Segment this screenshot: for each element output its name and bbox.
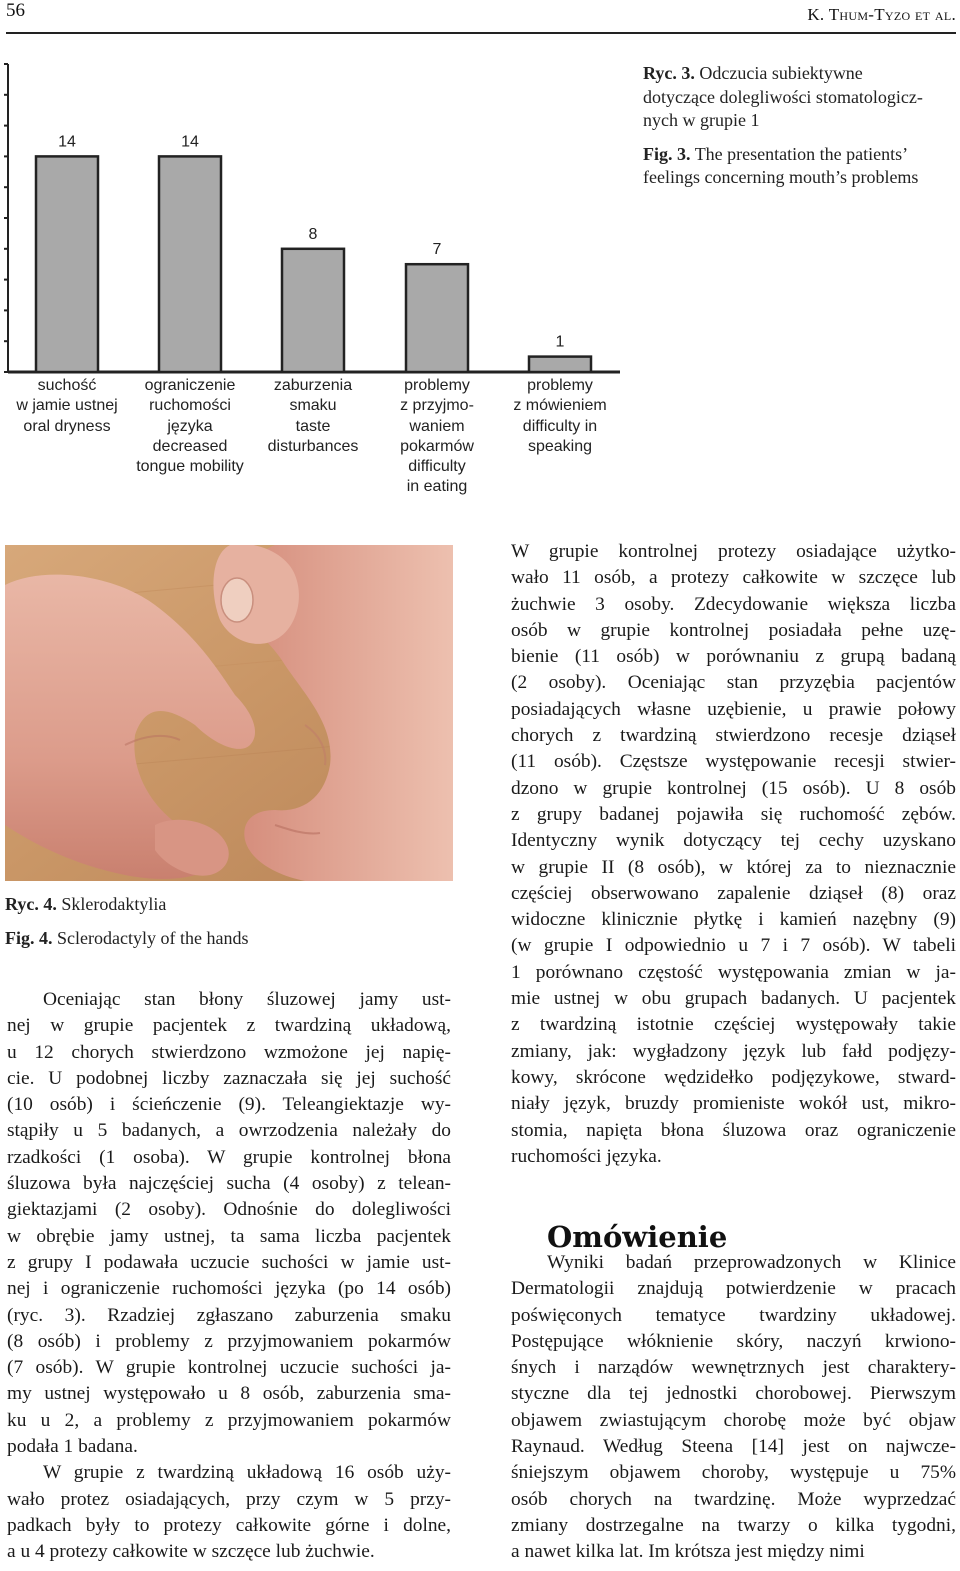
text-line: osób w grupie kontrolnej posiadała pełne uzę-	[511, 619, 956, 641]
text-line: u 12 chorych stwierdzono wzmożone jej napię-	[7, 1041, 451, 1063]
category-label-line: zaburzenia	[273, 377, 353, 394]
text-line: objawem zwiastującym chorobę może być objaw	[511, 1409, 956, 1431]
text-line: wało 11 osób, a protezy całkowite w szczęce lub	[511, 567, 956, 589]
text-line: zmiany dostrzegalne na twarzy o kilka tygodni,	[511, 1514, 956, 1536]
figure-4-photo	[5, 545, 453, 881]
category-label-line: oral dryness	[23, 417, 111, 435]
figure-3-caption-pl-line-1: dotyczące dolegliwości stomatologicz-	[643, 86, 923, 107]
category-label-line: z mówieniem	[513, 397, 607, 415]
header-rule	[6, 32, 956, 34]
category-label-line: difficulty	[408, 458, 466, 476]
figure-3-chart	[0, 60, 640, 520]
figure-3-caption-en-line-1: feelings concerning mouth’s problems	[643, 167, 919, 187]
figure-3-label-en: Fig. 3.	[643, 143, 691, 164]
text-line: bienie (11 osób) w porównaniu z grupą badaną	[511, 646, 956, 668]
text-line: cie. U podobnej liczby zaznaczała się jej suchość	[7, 1067, 451, 1089]
category-label-line: pokarmów	[400, 437, 474, 455]
category-label-line: problemy	[527, 377, 593, 394]
text-line: nej w grupie pacjentek z twardziną układową,	[7, 1015, 451, 1037]
figure-3-label-pl: Ryc. 3.	[643, 63, 695, 83]
text-line: Wyniki badań przeprowadzonych w Klinice	[547, 1252, 956, 1273]
bar-0	[36, 156, 98, 372]
figure-4-caption-en-text: Sclerodactyly of the hands	[57, 927, 249, 948]
data-label-1: 14	[181, 133, 199, 151]
text-line: śluzowa była najczęściej sucha (4 osoby) z telean-	[7, 1173, 451, 1195]
text-line: widoczne klinicznie płytkę i kamień nazębny (9)	[511, 909, 956, 931]
figure-4-label-pl: Ryc. 4.	[5, 894, 57, 914]
text-line: wało protez osiadających, przy czym w 5 przy-	[7, 1488, 451, 1510]
category-label-line: ruchomości	[149, 397, 231, 415]
text-line: W grupie z twardziną układową 16 osób uży-	[43, 1462, 451, 1484]
text-line: śnych i narządów wewnętrznych jest charaktery-	[511, 1357, 956, 1379]
text-line: niały język, bruzdy promieniste wokół ust, mikro-	[511, 1093, 956, 1115]
text-line: ku u 2, a problemy z przyjmowaniem pokarmów	[7, 1409, 451, 1431]
data-label-0: 14	[58, 133, 76, 151]
category-label-4	[498, 376, 622, 457]
right-paragraph-1	[511, 539, 956, 1170]
text-line: żuchwie 3 osoby. Zdecydowanie większa liczba	[511, 593, 956, 615]
text-line: (8 osób) i problemy z przyjmowaniem pokarmów	[7, 1330, 451, 1352]
text-line: z grupy badanej pojawiła się ruchomość zębów.	[511, 803, 956, 825]
category-label-line: w jamie ustnej	[16, 397, 118, 415]
text-line: rzadkości (1 osoba). W grupie kontrolnej błona	[7, 1146, 451, 1168]
text-line: styczne dla tej jednostki chorobowej. Pierwszym	[511, 1383, 956, 1405]
text-line: W grupie kontrolnej protezy osiadające użytko-	[511, 541, 956, 562]
text-line: Dermatologii znajdują potwierdzenie w pracach	[511, 1278, 956, 1300]
text-line: osób chorych na twardzinę. Może wyprzedzać	[511, 1488, 956, 1510]
bar-chart-svg	[0, 60, 640, 380]
text-line: śniejszym objawem choroby, występuje u 75%	[511, 1462, 956, 1484]
bar-2	[282, 249, 344, 372]
right-column-text-2	[511, 1250, 956, 1566]
text-line: Identyczny wynik dotyczący tej cechy uzyskano	[511, 830, 956, 852]
category-label-line: in eating	[406, 478, 468, 496]
bar-4	[529, 357, 591, 372]
text-line: (11 osób). Częstsze występowanie recesji stwier-	[511, 751, 956, 773]
figure-4-label-en: Fig. 4.	[5, 927, 53, 948]
category-label-line: z przyjmo-	[400, 397, 474, 415]
text-line: (2 osoby). Oceniając stan przyzębia pacjentów	[511, 672, 956, 694]
category-label-1	[128, 376, 252, 477]
sclerodactyly-hands-image	[5, 545, 453, 881]
text-line: zmiany, jak: wygładzony język lub fałd podjęzy-	[511, 1040, 956, 1062]
text-line: padkach były to protezy całkowite górne i dolne,	[7, 1514, 451, 1536]
text-line: (10 osób) i ścieńczenie (9). Teleangiektazje wy-	[7, 1094, 451, 1116]
page-number: 56	[6, 0, 25, 21]
text-line: (7 osób). W grupie kontrolnej uczucie suchości ja-	[7, 1357, 451, 1379]
running-title: K. Thum-Tyzo et al.	[807, 5, 956, 24]
text-line: giektazjami (2 osoby). Odnośnie do dolegliwości	[7, 1199, 451, 1221]
text-line: (w grupie I odpowiednio u 7 i 7 osób). W tabeli	[511, 935, 956, 957]
text-line: (ryc. 3). Rzadziej zgłaszano zaburzenia smaku	[7, 1304, 451, 1326]
section-heading: Omówienie	[547, 1220, 728, 1255]
category-label-0	[5, 376, 129, 437]
text-line: w obrębie jamy ustnej, ta sama liczba pacjentek	[7, 1225, 451, 1247]
text-line: stomia, napięta błona śluzowa oraz ograniczenie	[511, 1119, 956, 1141]
figure-3-caption-pl-line-2: nych w grupie 1	[643, 110, 760, 130]
category-label-line: ograniczenie	[144, 377, 236, 394]
category-label-3	[375, 376, 499, 498]
right-column-text	[511, 539, 956, 1170]
text-line: kowy, skrócone wędzidełko podjęzykowe, stward-	[511, 1066, 956, 1088]
text-line: chorych z twardziną stwierdzono recesje dziąseł	[511, 725, 956, 747]
text-line: w grupie II (8 osób), w której za to nieznacznie	[511, 856, 956, 878]
figure-3-caption-en-line-0: The presentation the patients’	[694, 143, 909, 164]
category-label-line: smaku	[289, 397, 337, 415]
text-line: my ustnej występowało u 8 osób, zaburzenia sma-	[7, 1383, 451, 1405]
text-line: ruchomości języka.	[511, 1145, 662, 1167]
figure-4-caption	[5, 893, 453, 950]
category-label-line: tongue mobility	[136, 458, 244, 476]
right-paragraph-2	[511, 1250, 956, 1566]
text-line: posiadających własne uzębienie, u prawie połowy	[511, 698, 956, 720]
text-line: a u 4 protezy całkowite w szczęce lub żuchwie.	[7, 1541, 375, 1563]
text-line: z twardziną istotnie częściej występowały takie	[511, 1014, 956, 1036]
category-label-2	[251, 376, 375, 457]
figure-4-caption-pl-text: Sklerodaktylia	[61, 894, 167, 914]
figure-4-caption-en	[5, 927, 453, 951]
category-label-line: disturbances	[267, 437, 359, 455]
left-paragraph-1	[7, 987, 451, 1460]
text-line: stąpiły u 5 badanych, a owrzodzenia należały do	[7, 1120, 451, 1142]
bar-1	[159, 156, 221, 372]
text-line: częściej obserwowano zapalenie dziąseł (8) oraz	[511, 882, 956, 904]
text-line: 1 porównano częstość występowania zmian w ja-	[511, 961, 956, 983]
text-line: nej i ograniczenie ruchomości języka (po 14 osób)	[7, 1278, 451, 1300]
category-label-line: taste	[295, 417, 331, 435]
text-line: Postępujące włóknienie skóry, naczyń krwiono-	[511, 1330, 956, 1352]
left-paragraph-2	[7, 1460, 451, 1565]
figure-3-caption	[643, 62, 955, 190]
text-line: a nawet kilka lat. Im krótsza jest między nimi	[511, 1541, 865, 1563]
figure-3-caption-en	[643, 143, 955, 190]
text-line: z grupy I podawała uczucie suchości w jamie ust-	[7, 1251, 451, 1273]
text-line: Raynaud. Według Steena [14] jest on najwcze-	[511, 1436, 956, 1458]
text-line: poświęconych tematyce twardziny układowej.	[511, 1304, 956, 1326]
category-label-line: decreased	[152, 437, 228, 455]
figure-3-caption-pl	[643, 62, 955, 133]
category-label-line: problemy	[404, 377, 470, 394]
data-label-4: 1	[555, 333, 565, 351]
data-label-2: 8	[308, 225, 318, 243]
text-line: Oceniając stan błony śluzowej jamy ust-	[43, 989, 451, 1010]
data-label-3: 7	[432, 241, 442, 259]
figure-4-caption-pl	[5, 893, 453, 917]
text-line: podała 1 badana.	[7, 1436, 138, 1458]
chart-category-labels	[0, 376, 640, 506]
text-line: dzono w grupie kontrolnej (15 osób). U 8 osób	[511, 777, 956, 799]
figure-3-caption-pl-line-0: Odczucia subiektywne	[699, 63, 863, 83]
bar-3	[406, 264, 468, 372]
category-label-line: suchość	[37, 377, 97, 394]
category-label-line: języka	[167, 417, 213, 435]
page-header	[6, 0, 956, 30]
category-label-line: speaking	[527, 437, 593, 455]
text-line: mie ustnej w obu grupach badanych. U pacjentek	[511, 988, 956, 1010]
category-label-line: difficulty in	[522, 417, 598, 435]
left-column-text	[7, 987, 451, 1566]
category-label-line: waniem	[409, 417, 465, 435]
